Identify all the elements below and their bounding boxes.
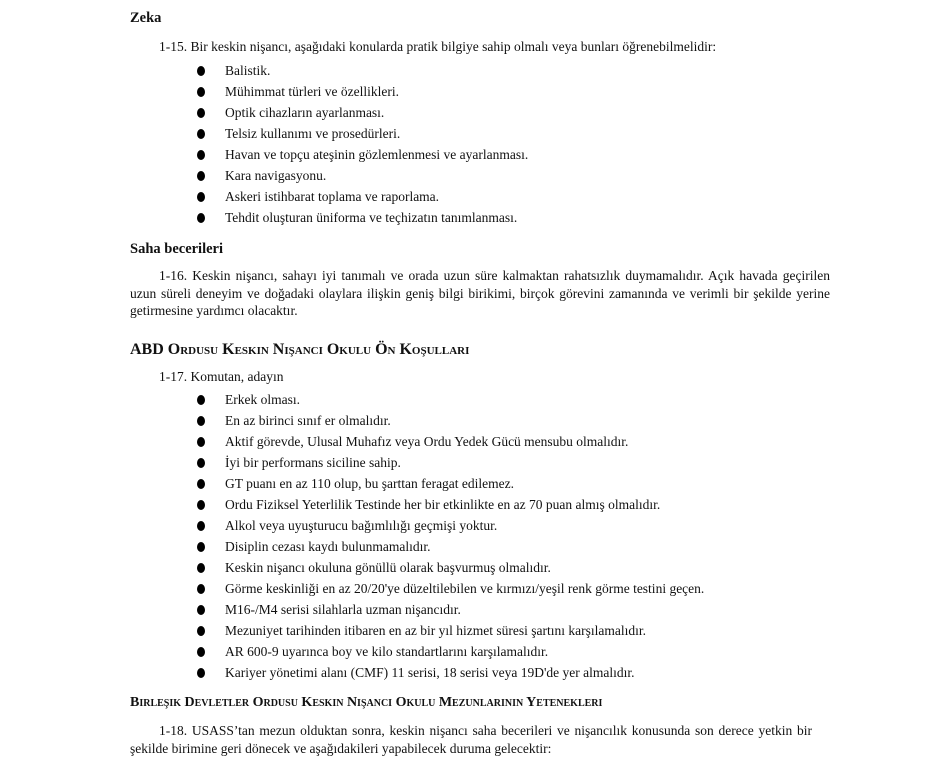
heading-on-kosullar: ABD Ordusu Keskin Nişancı Okulu Ön Koşulları (130, 341, 470, 358)
paragraph-1-16: 1-16. Keskin nişancı, sahayı iyi tanımalı ve orada uzun süre kalmaktan rahatsızlık duymamalıdır. Açık havada geçirilen uzun süreli deneyim ve doğadaki olaylara ilişkin geniş bilgi birikimi, birçok görevini zamanında ve verimli bir şekilde yerine getirmesine yardımcı olacaktır. (130, 268, 830, 318)
list-item: Mühimmat türleri ve özellikleri. (197, 81, 528, 102)
list-item: Keskin nişancı okuluna gönüllü olarak başvurmuş olmalıdır. (197, 557, 704, 578)
heading-saha-becerileri: Saha becerileri (130, 241, 224, 257)
list-item: Kara navigasyonu. (197, 165, 528, 186)
list-item: Görme keskinliği en az 20/20'ye düzeltilebilen ve kırmızı/yeşil renk görme testini geçen. (197, 578, 704, 599)
list-item: Mezuniyet tarihinden itibaren en az bir yıl hizmet süresi şartını karşılamalıdır. (197, 620, 704, 641)
paragraph-1-17: 1-17. Komutan, adayın (159, 369, 284, 384)
list-item: GT puanı en az 110 olup, bu şarttan feragat edilemez. (197, 473, 704, 494)
heading-mezun-yetenekleri: Birleşik Devletler Ordusu Keskin Nişancı Okulu Mezunlarının Yetenekleri (130, 695, 603, 710)
heading-zeka: Zeka (130, 10, 162, 26)
list-item: Aktif görevde, Ulusal Muhafız veya Ordu Yedek Gücü mensubu olmalıdır. (197, 431, 704, 452)
list-item: Disiplin cezası kaydı bulunmamalıdır. (197, 536, 704, 557)
list-prerequisites (197, 389, 704, 683)
list-item: M16-/M4 serisi silahlarla uzman nişancıdır. (197, 599, 704, 620)
paragraph-1-18: 1-18. USASS’tan mezun olduktan sonra, keskin nişancı saha becerileri ve nişancılık konusunda son derece yetkin bir şekilde birimine geri dönecek ve aşağıdakileri yapabilecek duruma gelecektir: (130, 723, 812, 756)
list-item: Askeri istihbarat toplama ve raporlama. (197, 186, 528, 207)
list-item: Kariyer yönetimi alanı (CMF) 11 serisi, 18 serisi veya 19D'de yer almalıdır. (197, 662, 704, 683)
list-item: Havan ve topçu ateşinin gözlemlenmesi ve ayarlanması. (197, 144, 528, 165)
list-item: Alkol veya uyuşturucu bağımlılığı geçmişi yoktur. (197, 515, 704, 536)
list-item: Telsiz kullanımı ve prosedürleri. (197, 123, 528, 144)
list-item: Tehdit oluşturan üniforma ve teçhizatın tanımlanması. (197, 207, 528, 228)
paragraph-1-15: 1-15. Bir keskin nişancı, aşağıdaki konularda pratik bilgiye sahip olmalı veya bunları öğrenebilmelidir: (159, 39, 717, 54)
list-item: İyi bir performans siciline sahip. (197, 452, 704, 473)
list-item: Erkek olması. (197, 389, 704, 410)
list-zeka-topics (197, 60, 528, 228)
list-item: AR 600-9 uyarınca boy ve kilo standartlarını karşılamalıdır. (197, 641, 704, 662)
list-item: Optik cihazların ayarlanması. (197, 102, 528, 123)
list-item: Balistik. (197, 60, 528, 81)
list-item: En az birinci sınıf er olmalıdır. (197, 410, 704, 431)
list-item: Ordu Fiziksel Yeterlilik Testinde her bir etkinlikte en az 70 puan almış olmalıdır. (197, 494, 704, 515)
